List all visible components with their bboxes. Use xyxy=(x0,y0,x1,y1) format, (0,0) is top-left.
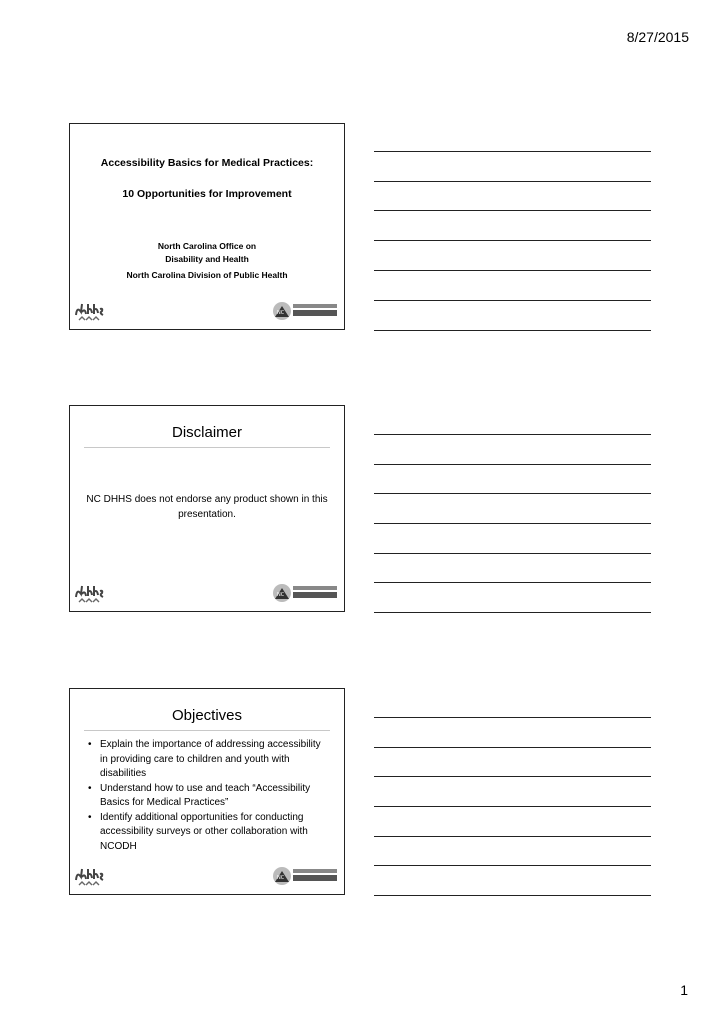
title-divider xyxy=(84,730,330,731)
org-line: Disability and Health xyxy=(165,253,249,264)
note-line xyxy=(374,434,651,435)
organization-block xyxy=(70,240,344,282)
slide-disclaimer xyxy=(69,405,345,612)
note-line xyxy=(374,717,651,718)
svg-text:NC: NC xyxy=(277,875,285,881)
note-line xyxy=(374,523,651,524)
list-item: • Explain the importance of addressing accessibility in providing care to children and youth with disabilities xyxy=(88,738,326,782)
slide-objectives xyxy=(69,688,345,895)
note-line xyxy=(374,865,651,866)
note-line xyxy=(374,553,651,554)
svg-text:NC: NC xyxy=(277,310,285,316)
note-line xyxy=(374,240,651,241)
note-line xyxy=(374,747,651,748)
note-line xyxy=(374,493,651,494)
note-line xyxy=(374,582,651,583)
note-line xyxy=(374,330,651,331)
slide-title-page xyxy=(69,123,345,330)
note-line xyxy=(374,776,651,777)
nc-public-health-logo-icon xyxy=(271,300,339,322)
nc-public-health-logo-icon xyxy=(271,865,339,887)
note-line xyxy=(374,464,651,465)
slide-title: Objectives xyxy=(171,707,243,724)
nc-public-health-logo-icon xyxy=(271,582,339,604)
dhhs-logo-icon xyxy=(73,300,107,322)
slide-title: Disclaimer xyxy=(171,424,242,441)
presentation-subtitle: 10 Opportunities for Improvement xyxy=(122,188,292,200)
note-line xyxy=(374,300,651,301)
note-line xyxy=(374,181,651,182)
list-item: • Identify additional opportunities for conducting accessibility surveys or other collaboration with NCODH xyxy=(88,811,326,855)
note-line xyxy=(374,612,651,613)
presentation-title: Accessibility Basics for Medical Practices: xyxy=(100,157,314,169)
list-item: • Understand how to use and teach “Accessibility Basics for Medical Practices” xyxy=(88,782,326,811)
disclaimer-text: NC DHHS does not endorse any product shown in this presentation. xyxy=(86,494,328,520)
note-line xyxy=(374,210,651,211)
page-number: 1 xyxy=(680,982,688,998)
print-date: 8/27/2015 xyxy=(626,29,689,45)
objectives-list xyxy=(88,738,326,854)
org-line: North Carolina Office on xyxy=(157,241,257,251)
note-line xyxy=(374,270,651,271)
title-divider xyxy=(84,447,330,448)
org-line: North Carolina Division of Public Health xyxy=(126,270,288,280)
note-line xyxy=(374,836,651,837)
svg-text:NC: NC xyxy=(277,592,285,598)
note-line xyxy=(374,895,651,896)
note-line xyxy=(374,806,651,807)
note-line xyxy=(374,151,651,152)
dhhs-logo-icon xyxy=(73,582,107,604)
dhhs-logo-icon xyxy=(73,865,107,887)
